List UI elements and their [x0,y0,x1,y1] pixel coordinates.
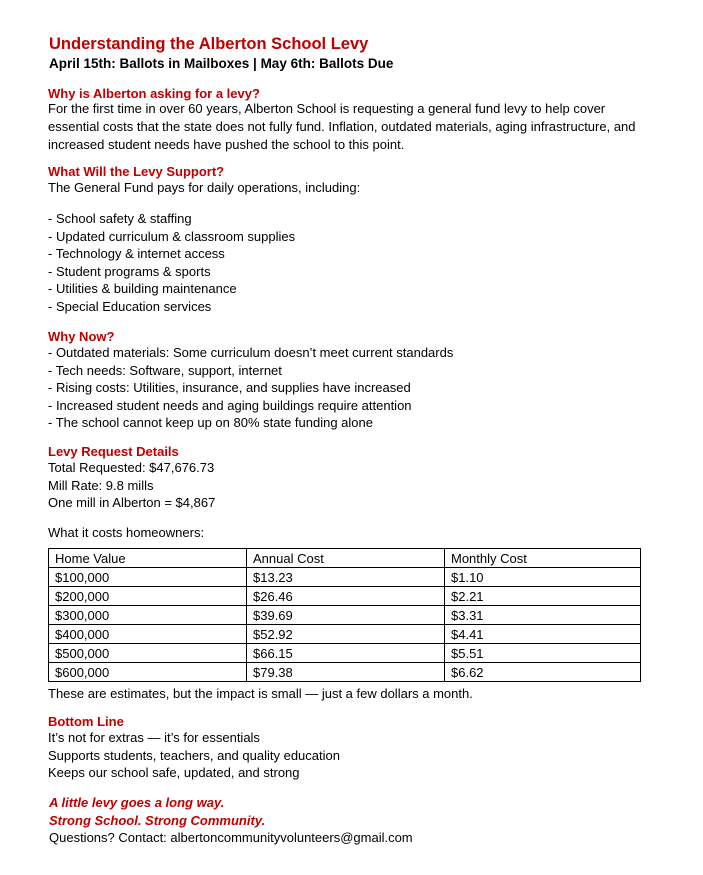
why-line: essential costs that the state does not fully fund. Inflation, outdated materials, aging infrastructure, and [48,119,636,134]
homeowner-cost-table [48,548,641,682]
table-row [49,606,641,625]
details-heading: Levy Request Details [48,444,179,459]
list-item: - Updated curriculum & classroom supplies [48,228,296,244]
cell-home-value: $600,000 [49,663,247,682]
table-row [49,587,641,606]
cell-home-value: $100,000 [49,568,247,587]
cell-home-value: $400,000 [49,625,247,644]
support-list [48,210,295,316]
cell-monthly-cost: $3.31 [445,606,641,625]
why-paragraph [48,100,636,154]
one-mill-value: One mill in Alberton = $4,867 [48,495,216,511]
why-now-heading: Why Now? [48,329,115,344]
bottom-line-item: It’s not for extras — it’s for essentials [48,730,260,745]
ballot-dates: April 15th: Ballots in Mailboxes | May 6th: Ballots Due [49,56,394,71]
cell-annual-cost: $52.92 [247,625,445,644]
support-intro: The General Fund pays for daily operations, including: [48,180,361,195]
cell-monthly-cost: $4.41 [445,625,641,644]
cell-monthly-cost: $1.10 [445,568,641,587]
why-now-list [48,344,453,432]
cell-annual-cost: $13.23 [247,568,445,587]
bottom-line-item: Supports students, teachers, and quality education [48,747,340,763]
total-requested: Total Requested: $47,676.73 [48,460,215,475]
cell-annual-cost: $39.69 [247,606,445,625]
cell-home-value: $300,000 [49,606,247,625]
table-row [49,625,641,644]
table-row [49,568,641,587]
cell-home-value: $500,000 [49,644,247,663]
table-header-row [49,549,641,568]
why-line: For the first time in over 60 years, Alberton School is requesting a general fund levy to help cover [48,101,606,116]
bottom-line-item: Keeps our school safe, updated, and strong [48,765,300,781]
list-item: - Technology & internet access [48,246,225,262]
cell-annual-cost: $26.46 [247,587,445,606]
list-item: - Student programs & sports [48,263,211,279]
bottom-line-list [48,729,340,782]
column-header: Home Value [49,549,247,568]
cell-annual-cost: $66.15 [247,644,445,663]
column-header: Annual Cost [247,549,445,568]
list-item: - Utilities & building maintenance [48,281,237,297]
cell-monthly-cost: $2.21 [445,587,641,606]
list-item: - Special Education services [48,298,212,314]
list-item: - School safety & staffing [48,211,192,226]
slogan-line-2: Strong School. Strong Community. [49,813,266,828]
cell-home-value: $200,000 [49,587,247,606]
list-item: - Increased student needs and aging buildings require attention [48,397,412,413]
page-title: Understanding the Alberton School Levy [49,35,369,53]
cell-annual-cost: $79.38 [247,663,445,682]
column-header: Monthly Cost [445,549,641,568]
why-line: increased student needs have pushed the school to this point. [48,137,405,152]
mill-rate: Mill Rate: 9.8 mills [48,477,154,493]
table-row [49,644,641,663]
support-heading: What Will the Levy Support? [48,164,225,179]
list-item: - Outdated materials: Some curriculum doesn’t meet current standards [48,345,454,360]
bottom-line-heading: Bottom Line [48,714,124,729]
costs-intro: What it costs homeowners: [48,525,205,540]
contact-line: Questions? Contact: albertoncommunityvolunteers@gmail.com [49,830,413,845]
table-row [49,663,641,682]
list-item: - Rising costs: Utilities, insurance, and supplies have increased [48,380,411,396]
why-heading: Why is Alberton asking for a levy? [48,86,260,101]
cell-monthly-cost: $6.62 [445,663,641,682]
list-item: - Tech needs: Software, support, internet [48,362,282,378]
estimate-note: These are estimates, but the impact is small — just a few dollars a month. [48,686,473,701]
details-list [48,459,215,512]
list-item: - The school cannot keep up on 80% state funding alone [48,415,373,431]
cell-monthly-cost: $5.51 [445,644,641,663]
slogan-line-1: A little levy goes a long way. [49,795,225,810]
